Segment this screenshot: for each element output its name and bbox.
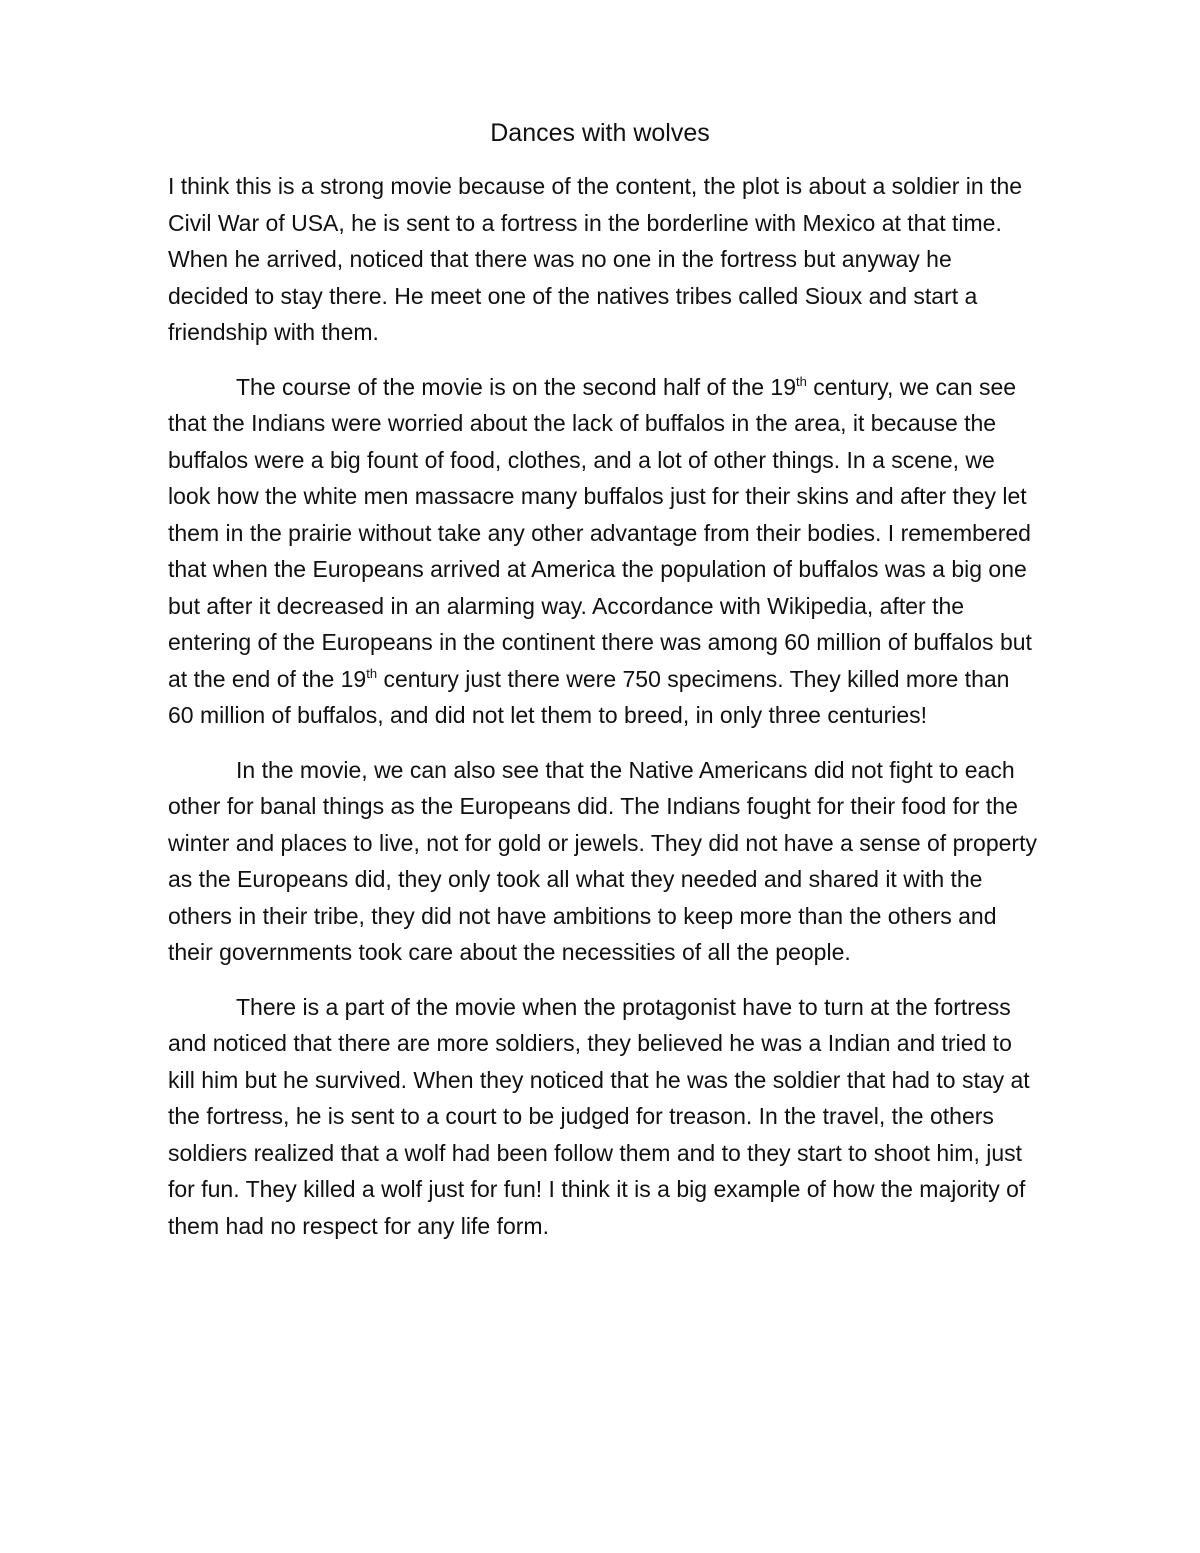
paragraph-1-text: I think this is a strong movie because of the content, the plot is about a soldier in the Civil War of USA, he is sent to a fortress in the borderline with Mexico at that time. When he arrived, noticed that there was no one in the fortress but anyway he decided to stay there. He meet one of the natives tribes called Sioux and start a friendship with them. — [168, 173, 1023, 345]
document-body — [168, 168, 1038, 1262]
paragraph-1 — [168, 168, 1038, 351]
paragraph-2-text-c: century just there were 750 specimens. They killed more than 60 million of buffalos, and did not let them to breed, in only three centuries! — [168, 665, 1010, 728]
paragraph-2-text-a: The course of the movie is on the second half of the 19 — [236, 373, 797, 400]
ordinal-suffix: th — [366, 665, 378, 681]
paragraph-4-text: There is a part of the movie when the protagonist have to turn at the fortress and noticed that there are more soldiers, they believed he was a Indian and tried to kill him but he survived. When they noticed that he was the soldier that had to stay at the fortress, he is sent to a court to be judged for treason. In the travel, the others soldiers realized that a wolf had been follow them and to they start to shoot him, just for fun. They killed a wolf just for fun! I think it is a big example of how the majority of them had no respect for any life form. — [168, 993, 1030, 1239]
ordinal-suffix: th — [796, 373, 807, 389]
paragraph-4 — [168, 989, 1038, 1245]
paragraph-3 — [168, 752, 1038, 971]
paragraph-3-text: In the movie, we can also see that the Native Americans did not fight to each other for banal things as the Europeans did. The Indians fought for their food for the winter and places to live, not for gold or jewels. They did not have a sense of property as the Europeans did, they only took all what they needed and shared it with the others in their tribe, they did not have ambitions to keep more than the others and their governments took care about the necessities of all the people. — [168, 756, 1037, 965]
paragraph-2 — [168, 369, 1038, 734]
document-title: Dances with wolves — [490, 119, 710, 147]
paragraph-2-text-b: century, we can see that the Indians were worried about the lack of buffalos in the area, it because the buffalos were a big fount of food, clothes, and a lot of other things. In a scene, we look how the white men massacre many buffalos just for their skins and after they let them in the prairie without take any other advantage from their bodies. I remembered that when the Europeans arrived at America the population of buffalos was a big one but after it decreased in an alarming way. Accordance with Wikipedia, after the entering of the Europeans in the continent there was among 60 million of buffalos but at the end of the 19 — [168, 373, 1032, 692]
